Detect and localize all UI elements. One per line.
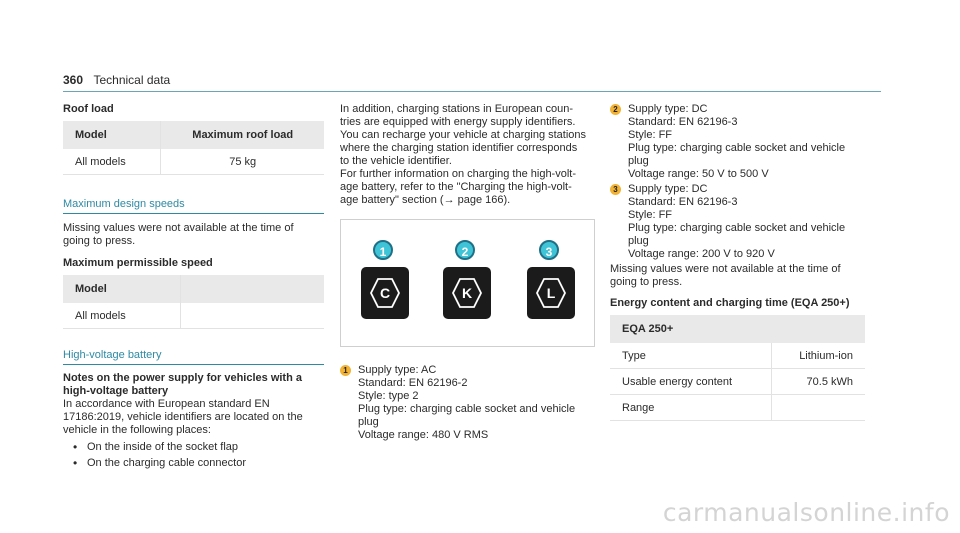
column-right <box>610 103 865 421</box>
table-cell: Range <box>610 395 771 421</box>
energy-table-title: Energy content and charging time (EQA 250+) <box>610 297 850 309</box>
item-line: Voltage range: 50 V to 500 V <box>628 168 769 180</box>
body-line: In accordance with European standard EN <box>63 398 270 410</box>
roof-load-title: Roof load <box>63 103 114 115</box>
connector-figure <box>340 219 595 347</box>
table-row <box>610 395 865 421</box>
item-line: Supply type: DC <box>628 183 708 195</box>
supply-item-3 <box>610 183 865 261</box>
note-line: Missing values were not available at the time of <box>63 222 294 234</box>
supply-item-1 <box>340 364 595 442</box>
body-line: vehicle in the following places: <box>63 424 211 436</box>
energy-table <box>610 315 865 421</box>
item-line: plug <box>358 416 379 428</box>
body-line: 17186:2019, vehicle identifiers are located on the <box>63 411 303 423</box>
supply-item-2 <box>610 103 865 181</box>
hv-subheading: high-voltage battery <box>63 385 169 397</box>
connector-letter: K <box>461 285 473 301</box>
table-row <box>63 303 324 329</box>
item-line: Style: FF <box>628 209 673 221</box>
connector-k <box>443 240 491 320</box>
body-line: to the vehicle identifier. <box>340 155 452 167</box>
table-header-row <box>63 275 324 303</box>
item-line: Supply type: AC <box>358 364 437 376</box>
callout-badge: 1 <box>340 365 351 376</box>
list-item: • On the inside of the socket flap <box>63 439 324 455</box>
item-line: Standard: EN 62196-3 <box>628 196 738 208</box>
section-heading-hv-battery: High-voltage battery <box>63 349 324 365</box>
figure-number: 1 <box>373 240 393 260</box>
connector-c <box>361 240 409 320</box>
table-row <box>610 343 865 369</box>
hexagon-l-icon <box>535 277 567 309</box>
item-line: Voltage range: 480 V RMS <box>358 429 489 441</box>
item-line: Style: FF <box>628 129 673 141</box>
item-line: Voltage range: 200 V to 920 V <box>628 248 775 260</box>
table-row <box>63 149 324 175</box>
column-middle <box>340 103 595 442</box>
callout-badge: 3 <box>610 184 621 195</box>
max-speed-title: Maximum permissible speed <box>63 257 213 269</box>
table-cell: All models <box>63 303 180 329</box>
item-line: plug <box>628 235 649 247</box>
table-header-row <box>63 121 324 149</box>
page-title: Technical data <box>93 73 171 87</box>
item-line: Plug type: charging cable socket and vehicle <box>628 142 846 154</box>
item-line: plug <box>628 155 649 167</box>
table-header: Model <box>63 275 180 303</box>
section-heading-design-speeds: Maximum design speeds <box>63 198 324 214</box>
table-cell: 75 kg <box>161 149 324 175</box>
table-cell: Lithium-ion <box>771 343 865 369</box>
table-cell: 70.5 kWh <box>771 369 865 395</box>
note-line: going to press. <box>610 276 683 288</box>
table-header: EQA 250+ <box>610 315 865 343</box>
table-cell: All models <box>63 149 161 175</box>
body-line: You can recharge your vehicle at charging stations <box>340 129 587 141</box>
connector-l <box>527 240 575 320</box>
item-line: Standard: EN 62196-3 <box>628 116 738 128</box>
watermark: carmanualsonline.info <box>662 498 950 527</box>
item-line: Standard: EN 62196-2 <box>358 377 468 389</box>
table-header-empty <box>180 275 324 303</box>
item-line: Style: type 2 <box>358 390 419 402</box>
roof-load-table <box>63 121 324 175</box>
table-row <box>610 369 865 395</box>
item-line: Plug type: charging cable socket and vehicle <box>628 222 846 234</box>
callout-badge: 2 <box>610 104 621 115</box>
table-cell <box>771 395 865 421</box>
table-header: Maximum roof load <box>161 121 324 149</box>
figure-number: 3 <box>539 240 559 260</box>
hv-subheading: Notes on the power supply for vehicles with a <box>63 372 302 384</box>
table-header: Model <box>63 121 161 149</box>
connector-letter: L <box>546 285 556 301</box>
note-line: going to press. <box>63 235 136 247</box>
page-header <box>63 71 881 92</box>
connector-identifier-icon <box>361 267 409 319</box>
connector-identifier-icon <box>443 267 491 319</box>
body-line: age battery, refer to the "Charging the high-volt- <box>340 181 572 193</box>
item-line: Supply type: DC <box>628 103 708 115</box>
hexagon-c-icon <box>369 277 401 309</box>
connector-identifier-icon <box>527 267 575 319</box>
note-line: Missing values were not available at the time of <box>610 263 841 275</box>
max-speed-table <box>63 275 324 329</box>
connector-letter: C <box>379 285 391 301</box>
page-number: 360 <box>63 73 84 87</box>
list-item: • On the charging cable connector <box>63 455 324 471</box>
body-line: In addition, charging stations in European coun- <box>340 103 573 115</box>
body-line: where the charging station identifier corresponds <box>340 142 578 154</box>
body-line: age battery" section (→ page 166). <box>340 194 511 206</box>
figure-number: 2 <box>455 240 475 260</box>
body-line: For further information on charging the high-volt- <box>340 168 577 180</box>
item-line: Plug type: charging cable socket and vehicle <box>358 403 576 415</box>
column-left <box>63 103 324 471</box>
table-cell <box>180 303 324 329</box>
table-cell: Usable energy content <box>610 369 771 395</box>
body-line: tries are equipped with energy supply identifiers. <box>340 116 576 128</box>
bullet-list <box>63 439 324 471</box>
table-header-row <box>610 315 865 343</box>
table-cell: Type <box>610 343 771 369</box>
hexagon-k-icon <box>451 277 483 309</box>
